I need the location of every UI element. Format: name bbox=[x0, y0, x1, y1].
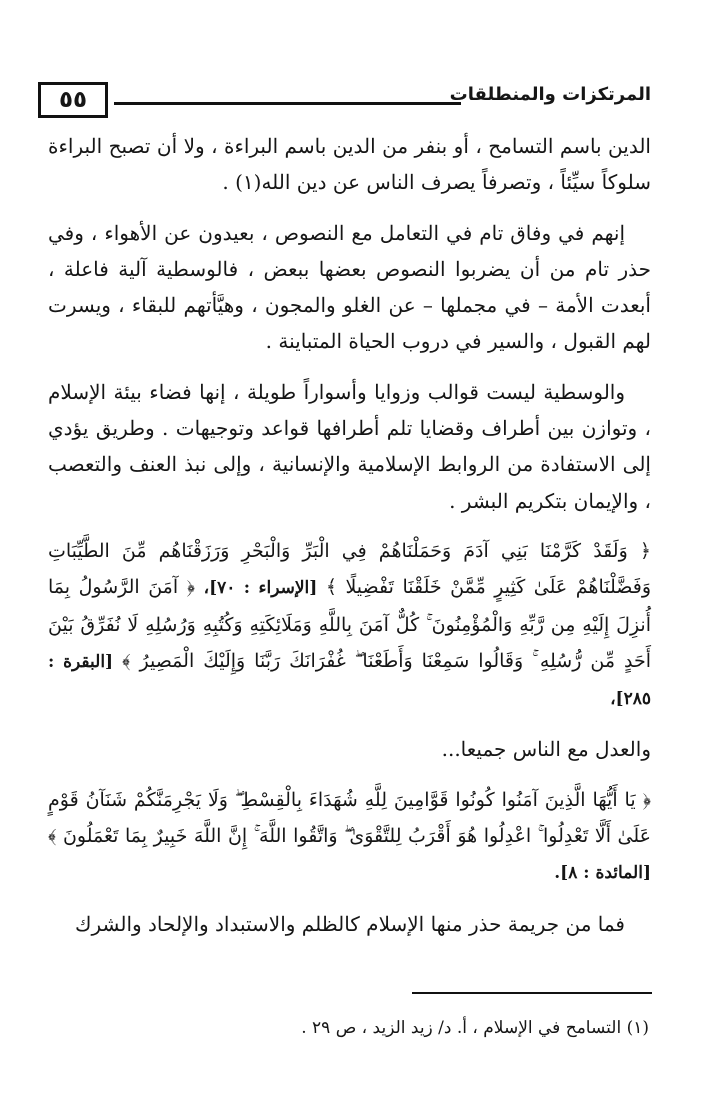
verse-isra: ﴿ وَلَقَدْ كَرَّمْنَا بَنِي آدَمَ وَحَمَلْنَاهُمْ فِي الْبَرِّ وَالْبَحْرِ وَرَزَقْنَاهُم مِّنَ الطَّيِّبَاتِ وَفَضَّلْنَاهُمْ عَلَىٰ كَثِيرٍ مِّمَّنْ خَلَقْنَا تَفْضِيلًا ﴾ bbox=[48, 539, 651, 599]
verse-baqara-citation: [البقرة : ٢٨٥]، bbox=[48, 651, 651, 710]
header-rule bbox=[114, 102, 461, 105]
verse-maida: ﴿ يَا أَيُّهَا الَّذِينَ آمَنُوا كُونُوا قَوَّامِينَ لِلَّهِ شُهَدَاءَ بِالْقِسْطِ ۖ وَلَا يَجْرِمَنَّكُمْ شَنَآنُ قَوْمٍ عَلَىٰ أَلَّا تَعْدِلُوا ۚ اعْدِلُوا هُوَ أَقْرَبُ لِلتَّقْوَىٰ ۖ وَاتَّقُوا اللَّهَ ۚ إِنَّ اللَّهَ خَبِيرٌ بِمَا تَعْمَلُونَ ﴾ bbox=[48, 788, 651, 848]
paragraph-2: إنهم في وفاق تام في التعامل مع النصوص ، بعيدون عن الأهواء ، وفي حذر تام من أن يضربوا النصوص بعضها ببعض ، فالوسطية آلية فاعلة ، أبعدت الأمة – في مجملها – عن الغلو والمجون ، وهيَّأتهم للبقاء ، ويسرت لهم القبول ، والسير في دروب الحياة المتباينة . bbox=[48, 220, 651, 354]
page-header bbox=[38, 82, 651, 122]
verse-isra-citation: [الإسراء : ٧٠]، bbox=[203, 578, 318, 599]
page-number: ٥٥ bbox=[38, 82, 108, 118]
paragraph-4: والعدل مع الناس جميعا... bbox=[441, 737, 651, 762]
verse-baqara: ﴿ آمَنَ الرَّسُولُ بِمَا أُنزِلَ إِلَيْهِ مِن رَّبِّهِ وَالْمُؤْمِنُونَ ۚ كُلٌّ آمَنَ بِاللَّهِ وَمَلَائِكَتِهِ وَكُتُبِهِ وَرُسُلِهِ لَا نُفَرِّقُ بَيْنَ أَحَدٍ مِّن رُّسُلِهِ ۚ وَقَالُوا سَمِعْنَا وَأَطَعْنَا ۖ غُفْرَانَكَ رَبَّنَا وَإِلَيْكَ الْمَصِيرُ ﴾ bbox=[48, 576, 651, 672]
page-body bbox=[48, 128, 651, 956]
paragraph-1: الدين باسم التسامح ، أو بنفر من الدين باسم البراءة ، ولا أن تصبح البراءة سلوكاً سيِّئاً ، وتصرفاً يصرف الناس عن دين الله(١) . bbox=[48, 134, 651, 195]
paragraph-3: والوسطية ليست قوالب وزوايا وأسواراً طويلة ، إنها فضاء بيئة الإسلام ، وتوازن بين أطراف وقضايا تلم أطرافها قواعد وتوجيهات . وطريق يؤدي إلى الاستفادة من الروابط الإسلامية والإنسانية ، وإلى نبذ العنف والتعصب ، والإيمان بتكريم البشر . bbox=[48, 379, 651, 513]
verse-maida-citation: [المائدة : ٨]. bbox=[554, 863, 651, 884]
footnote: (١) التسامح في الإسلام ، أ. د/ زيد الزيد ، ص ٢٩ . bbox=[301, 1018, 649, 1038]
quran-verses-1 bbox=[48, 533, 651, 717]
footnote-rule bbox=[412, 992, 652, 994]
paragraph-5: فما من جريمة حذر منها الإسلام كالظلم والاستبداد والإلحاد والشرك bbox=[75, 911, 625, 936]
quran-verse-2 bbox=[48, 782, 651, 892]
running-title: المرتكزات والمنطلقات bbox=[449, 84, 651, 105]
